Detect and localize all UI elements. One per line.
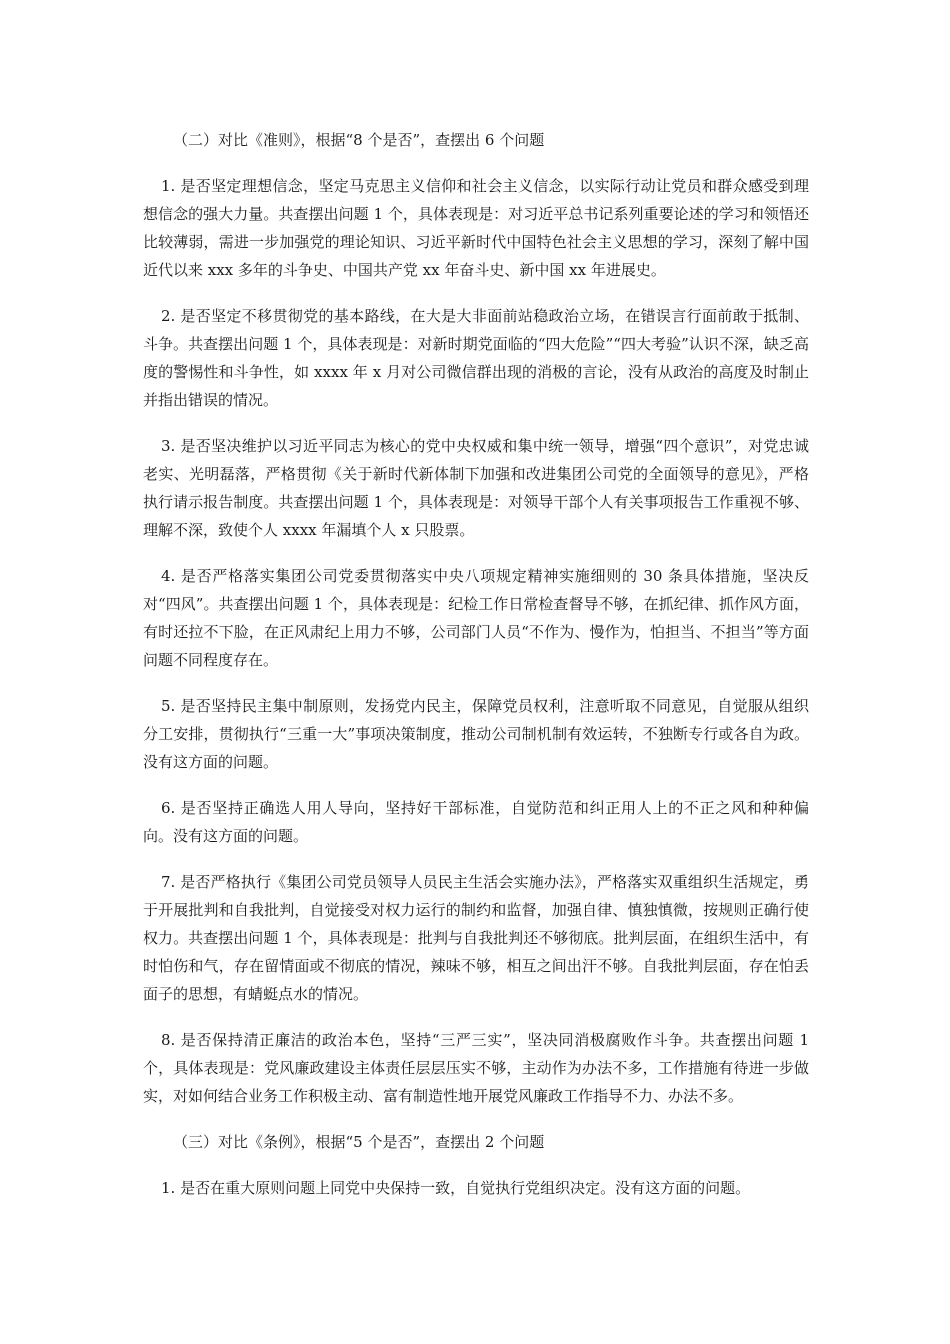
document-body	[143, 126, 809, 1202]
section-2-item-8: 8. 是否保持清正廉洁的政治本色，坚持“三严三实”，坚决同消极腐败作斗争。共查摆出问题 1 个，具体表现是：党风廉政建设主体责任层层压实不够，主动作为办法不多，工作措施有待进一步做实，对如何结合业务工作积极主动、富有制造性地开展党风廉政工作指导不力、办法不多。	[143, 1031, 809, 1105]
section-3-item-1: 1. 是否在重大原则问题上同党中央保持一致，自觉执行党组织决定。没有这方面的问题。	[161, 1179, 751, 1197]
section-2-item-4: 4. 是否严格落实集团公司党委贯彻落实中央八项规定精神实施细则的 30 条具体措施，坚决反对“四风”。共查摆出问题 1 个，具体表现是：纪检工作日常检查督导不够，在抓纪律、抓作风方面，有时还拉不下脸，在正风肃纪上用力不够，公司部门人员“不作为、慢作为，怕担当、不担当”等方面问题不同程度存在。	[143, 567, 809, 669]
section-2-item-1: 1. 是否坚定理想信念，坚定马克思主义信仰和社会主义信念，以实际行动让党员和群众感受到理想信念的强大力量。共查摆出问题 1 个，具体表现是：对习近平总书记系列重要论述的学习和领悟还比较薄弱，需进一步加强党的理论知识、习近平新时代中国特色社会主义思想的学习，深刻了解中国近代以来 xxx 多年的斗争史、中国共产党 xx 年奋斗史、新中国 xx 年进展史。	[143, 177, 809, 279]
section-2-item-7: 7. 是否严格执行《集团公司党员领导人员民主生活会实施办法》，严格落实双重组织生活规定，勇于开展批判和自我批判，自觉接受对权力运行的制约和监督，加强自律、慎独慎微，按规则正确行使权力。共查摆出问题 1 个，具体表现是：批判与自我批判还不够彻底。批判层面，在组织生活中，有时怕伤和气，存在留情面或不彻底的情况，辣味不够，相互之间出汗不够。自我批判层面，存在怕丢面子的思想，有蜻蜓点水的情况。	[143, 873, 809, 1003]
section-2-item-6: 6. 是否坚持正确选人用人导向，坚持好干部标准，自觉防范和纠正用人上的不正之风和种种偏向。没有这方面的问题。	[143, 799, 809, 845]
section-2-item-3: 3. 是否坚决维护以习近平同志为核心的党中央权威和集中统一领导，增强“四个意识”，对党忠诚老实、光明磊落，严格贯彻《关于新时代新体制下加强和改进集团公司党的全面领导的意见》，严格执行请示报告制度。共查摆出问题 1 个，具体表现是：对领导干部个人有关事项报告工作重视不够、理解不深，致使个人 xxxx 年漏填个人 x 只股票。	[143, 437, 809, 539]
section-2-item-2: 2. 是否坚定不移贯彻党的基本路线，在大是大非面前站稳政治立场，在错误言行面前敢于抵制、斗争。共查摆出问题 1 个，具体表现是：对新时期党面临的“四大危险”“四大考验”认识不深，缺乏高度的警惕性和斗争性，如 xxxx 年 x 月对公司微信群出现的消极的言论，没有从政治的高度及时制止并指出错误的情况。	[143, 307, 809, 409]
section-3-heading: （三）对比《条例》，根据“5 个是否”，查摆出 2 个问题	[173, 1133, 545, 1151]
section-2-heading: （二）对比《准则》，根据“8 个是否”，查摆出 6 个问题	[173, 131, 545, 149]
section-2-item-5: 5. 是否坚持民主集中制原则，发扬党内民主，保障党员权利，注意听取不同意见，自觉服从组织分工安排，贯彻执行“三重一大”事项决策制度，推动公司制机制有效运转，不独断专行或各自为政。没有这方面的问题。	[143, 697, 809, 771]
